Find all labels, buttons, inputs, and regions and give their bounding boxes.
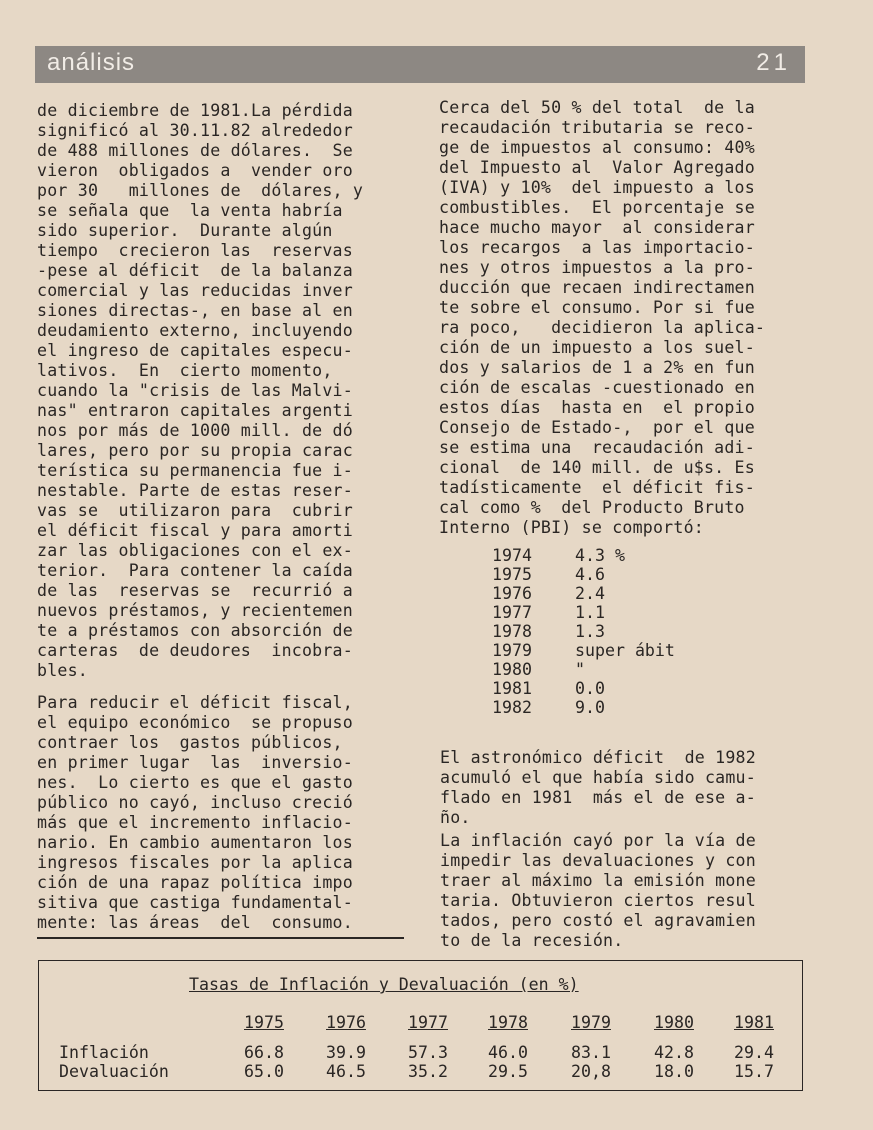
deficit-table-row bbox=[492, 584, 675, 603]
paragraph-fiscal-deficit bbox=[37, 693, 353, 933]
text-line: Consejo de Estado-, por el que bbox=[439, 418, 755, 437]
section-title: análisis bbox=[47, 49, 136, 76]
text-line: ción de un impuesto a los suel- bbox=[439, 338, 755, 357]
rates-table-cell: 46.5 bbox=[326, 1062, 366, 1081]
text-line: sido superior. Durante algún bbox=[37, 221, 333, 240]
rates-table-cell: 20,8 bbox=[571, 1062, 611, 1081]
rates-table-cell: 15.7 bbox=[734, 1062, 774, 1081]
text-line: ducción que recaen indirectamen bbox=[439, 278, 755, 297]
text-line: de las reservas se recurrió a bbox=[37, 581, 353, 600]
page-number: 21 bbox=[756, 49, 791, 76]
text-line: Cerca del 50 % del total de la bbox=[439, 98, 755, 117]
deficit-value: 9.0 bbox=[575, 698, 605, 717]
rates-table-header-row bbox=[244, 1013, 789, 1033]
text-line: ción de escalas -cuestionado en bbox=[439, 378, 755, 397]
text-line: tadísticamente el déficit fis- bbox=[439, 478, 755, 497]
deficit-year: 1980 bbox=[492, 660, 532, 679]
deficit-table-row bbox=[492, 546, 675, 565]
text-line: tiempo crecieron las reservas bbox=[37, 241, 353, 260]
paragraph-inflation bbox=[440, 831, 756, 951]
text-line: nas" entraron capitales argenti bbox=[37, 401, 353, 420]
deficit-value: 1.3 bbox=[575, 622, 605, 641]
rates-table-cell: 46.0 bbox=[488, 1043, 528, 1062]
text-line: lares, pero por su propia carac bbox=[37, 441, 353, 460]
deficit-table-row bbox=[492, 622, 675, 641]
text-line: cuando la "crisis de las Malvi- bbox=[37, 381, 353, 400]
text-line: ingresos fiscales por la aplica bbox=[37, 853, 353, 872]
text-line: vieron obligados a vender oro bbox=[37, 161, 353, 180]
deficit-year: 1982 bbox=[492, 698, 532, 717]
text-line: estos días hasta en el propio bbox=[439, 398, 755, 417]
text-line: de diciembre de 1981.La pérdida bbox=[37, 101, 353, 120]
text-line: Interno (PBI) se comportó: bbox=[439, 518, 704, 537]
text-line: del Impuesto al Valor Agregado bbox=[439, 158, 755, 177]
deficit-value: 2.4 bbox=[575, 584, 605, 603]
text-line: comercial y las reducidas inver bbox=[37, 281, 353, 300]
text-line: de 488 millones de dólares. Se bbox=[37, 141, 353, 160]
text-line: carteras de deudores incobra- bbox=[37, 641, 353, 660]
text-line: nuevos préstamos, y recientemen bbox=[37, 601, 353, 620]
rates-table-title: Tasas de Inflación y Devaluación (en %) bbox=[189, 975, 579, 994]
deficit-year: 1977 bbox=[492, 603, 532, 622]
text-line: significó al 30.11.82 alrededor bbox=[37, 121, 353, 140]
text-line: mente: las áreas del consumo. bbox=[37, 913, 353, 932]
text-line: hace mucho mayor al considerar bbox=[439, 218, 755, 237]
deficit-value: " bbox=[575, 660, 585, 679]
text-line: el ingreso de capitales especu- bbox=[37, 341, 353, 360]
text-line: más que el incremento inflacio- bbox=[37, 813, 353, 832]
deficit-year: 1976 bbox=[492, 584, 532, 603]
text-line: sitiva que castiga fundamental- bbox=[37, 893, 353, 912]
text-line: en primer lugar las inversio- bbox=[37, 753, 353, 772]
text-line: lativos. En cierto momento, bbox=[37, 361, 333, 380]
text-line: te a préstamos con absorción de bbox=[37, 621, 353, 640]
rates-table-year-header: 1979 bbox=[571, 1013, 611, 1032]
text-line: recaudación tributaria se reco- bbox=[439, 118, 755, 137]
text-line: impedir las devaluaciones y con bbox=[440, 851, 756, 870]
deficit-value: super ábit bbox=[575, 641, 675, 660]
text-line: traer al máximo la emisión mone bbox=[440, 871, 756, 890]
text-line: ción de una rapaz política impo bbox=[37, 873, 353, 892]
deficit-by-year-table bbox=[492, 546, 675, 717]
rates-table-year-header: 1977 bbox=[408, 1013, 448, 1032]
rates-table-cell: 39.9 bbox=[326, 1043, 366, 1062]
rates-table-year-header: 1975 bbox=[244, 1013, 284, 1032]
text-line: se señala que la venta habría bbox=[37, 201, 343, 220]
text-line: (IVA) y 10% del impuesto a los bbox=[439, 178, 755, 197]
rates-table-cell: 29.5 bbox=[488, 1062, 528, 1081]
deficit-year: 1974 bbox=[492, 546, 532, 565]
text-line: vas se utilizaron para cubrir bbox=[37, 501, 353, 520]
rates-table-cell: 83.1 bbox=[571, 1043, 611, 1062]
text-line: dos y salarios de 1 a 2% en fun bbox=[439, 358, 755, 377]
text-line: terior. Para contener la caída bbox=[37, 561, 353, 580]
rates-table-row-label: Inflación bbox=[59, 1043, 149, 1062]
deficit-year: 1979 bbox=[492, 641, 532, 660]
deficit-table-row bbox=[492, 565, 675, 584]
rates-table-cell: 18.0 bbox=[654, 1062, 694, 1081]
rates-table-year-header: 1980 bbox=[654, 1013, 694, 1032]
rates-table-cell: 42.8 bbox=[654, 1043, 694, 1062]
deficit-value: 0.0 bbox=[575, 679, 605, 698]
deficit-value: 4.6 bbox=[575, 565, 605, 584]
rates-table-box bbox=[38, 960, 803, 1091]
text-line: zar las obligaciones con el ex- bbox=[37, 541, 353, 560]
text-line: nario. En cambio aumentaron los bbox=[37, 833, 353, 852]
column-divider-line bbox=[37, 937, 404, 939]
text-line: bles. bbox=[37, 661, 88, 680]
text-line: nos por más de 1000 mill. de dó bbox=[37, 421, 353, 440]
paragraph-reserves bbox=[37, 101, 363, 681]
text-line: cional de 140 mill. de u$s. Es bbox=[439, 458, 755, 477]
text-line: por 30 millones de dólares, y bbox=[37, 181, 364, 200]
text-line: siones directas-, en base al en bbox=[37, 301, 353, 320]
rates-table-row-label: Devaluación bbox=[59, 1062, 169, 1081]
deficit-table-row bbox=[492, 698, 675, 717]
text-line: nes y otros impuestos a la pro- bbox=[439, 258, 755, 277]
text-line: ra poco, decidieron la aplica- bbox=[439, 318, 766, 337]
deficit-year: 1981 bbox=[492, 679, 532, 698]
paragraph-tax-collection bbox=[439, 98, 765, 538]
text-line: tados, pero costó el agravamien bbox=[440, 911, 756, 930]
text-line: acumuló el que había sido camu- bbox=[440, 768, 756, 787]
deficit-year: 1975 bbox=[492, 565, 532, 584]
text-line: deudamiento externo, incluyendo bbox=[37, 321, 353, 340]
text-line: el déficit fiscal y para amorti bbox=[37, 521, 353, 540]
paragraph-astronomic-deficit bbox=[440, 748, 756, 828]
text-line: público no cayó, incluso creció bbox=[37, 793, 353, 812]
text-line: ño. bbox=[440, 808, 471, 827]
deficit-table-row bbox=[492, 679, 675, 698]
text-line: -pese al déficit de la balanza bbox=[37, 261, 353, 280]
text-line: La inflación cayó por la vía de bbox=[440, 831, 756, 850]
text-line: ge de impuestos al consumo: 40% bbox=[439, 138, 755, 157]
rates-table-year-header: 1976 bbox=[326, 1013, 366, 1032]
text-line: combustibles. El porcentaje se bbox=[439, 198, 755, 217]
deficit-table-row bbox=[492, 641, 675, 660]
text-line: contraer los gastos públicos, bbox=[37, 733, 343, 752]
rates-table-cell: 35.2 bbox=[408, 1062, 448, 1081]
text-line: to de la recesión. bbox=[440, 931, 624, 950]
rates-table-year-header: 1981 bbox=[734, 1013, 774, 1032]
rates-table-cell: 57.3 bbox=[408, 1043, 448, 1062]
text-line: se estima una recaudación adi- bbox=[439, 438, 755, 457]
text-line: flado en 1981 más el de ese a- bbox=[440, 788, 756, 807]
deficit-table-row bbox=[492, 660, 675, 679]
text-line: nestable. Parte de estas reser- bbox=[37, 481, 353, 500]
text-line: te sobre el consumo. Por si fue bbox=[439, 298, 755, 317]
rates-table-cell: 66.8 bbox=[244, 1043, 284, 1062]
section-header-bar bbox=[35, 46, 805, 83]
text-line: terística su permanencia fue i- bbox=[37, 461, 353, 480]
text-line: Para reducir el déficit fiscal, bbox=[37, 693, 353, 712]
rates-table-cell: 65.0 bbox=[244, 1062, 284, 1081]
rates-table-cell: 29.4 bbox=[734, 1043, 774, 1062]
text-line: el equipo económico se propuso bbox=[37, 713, 353, 732]
text-line: nes. Lo cierto es que el gasto bbox=[37, 773, 353, 792]
deficit-year: 1978 bbox=[492, 622, 532, 641]
text-line: cal como % del Producto Bruto bbox=[439, 498, 745, 517]
deficit-value: 4.3 % bbox=[575, 546, 625, 565]
deficit-table-row bbox=[492, 603, 675, 622]
text-line: los recargos a las importacio- bbox=[439, 238, 755, 257]
text-line: El astronómico déficit de 1982 bbox=[440, 748, 756, 767]
rates-table-year-header: 1978 bbox=[488, 1013, 528, 1032]
deficit-value: 1.1 bbox=[575, 603, 605, 622]
text-line: taria. Obtuvieron ciertos resul bbox=[440, 891, 756, 910]
